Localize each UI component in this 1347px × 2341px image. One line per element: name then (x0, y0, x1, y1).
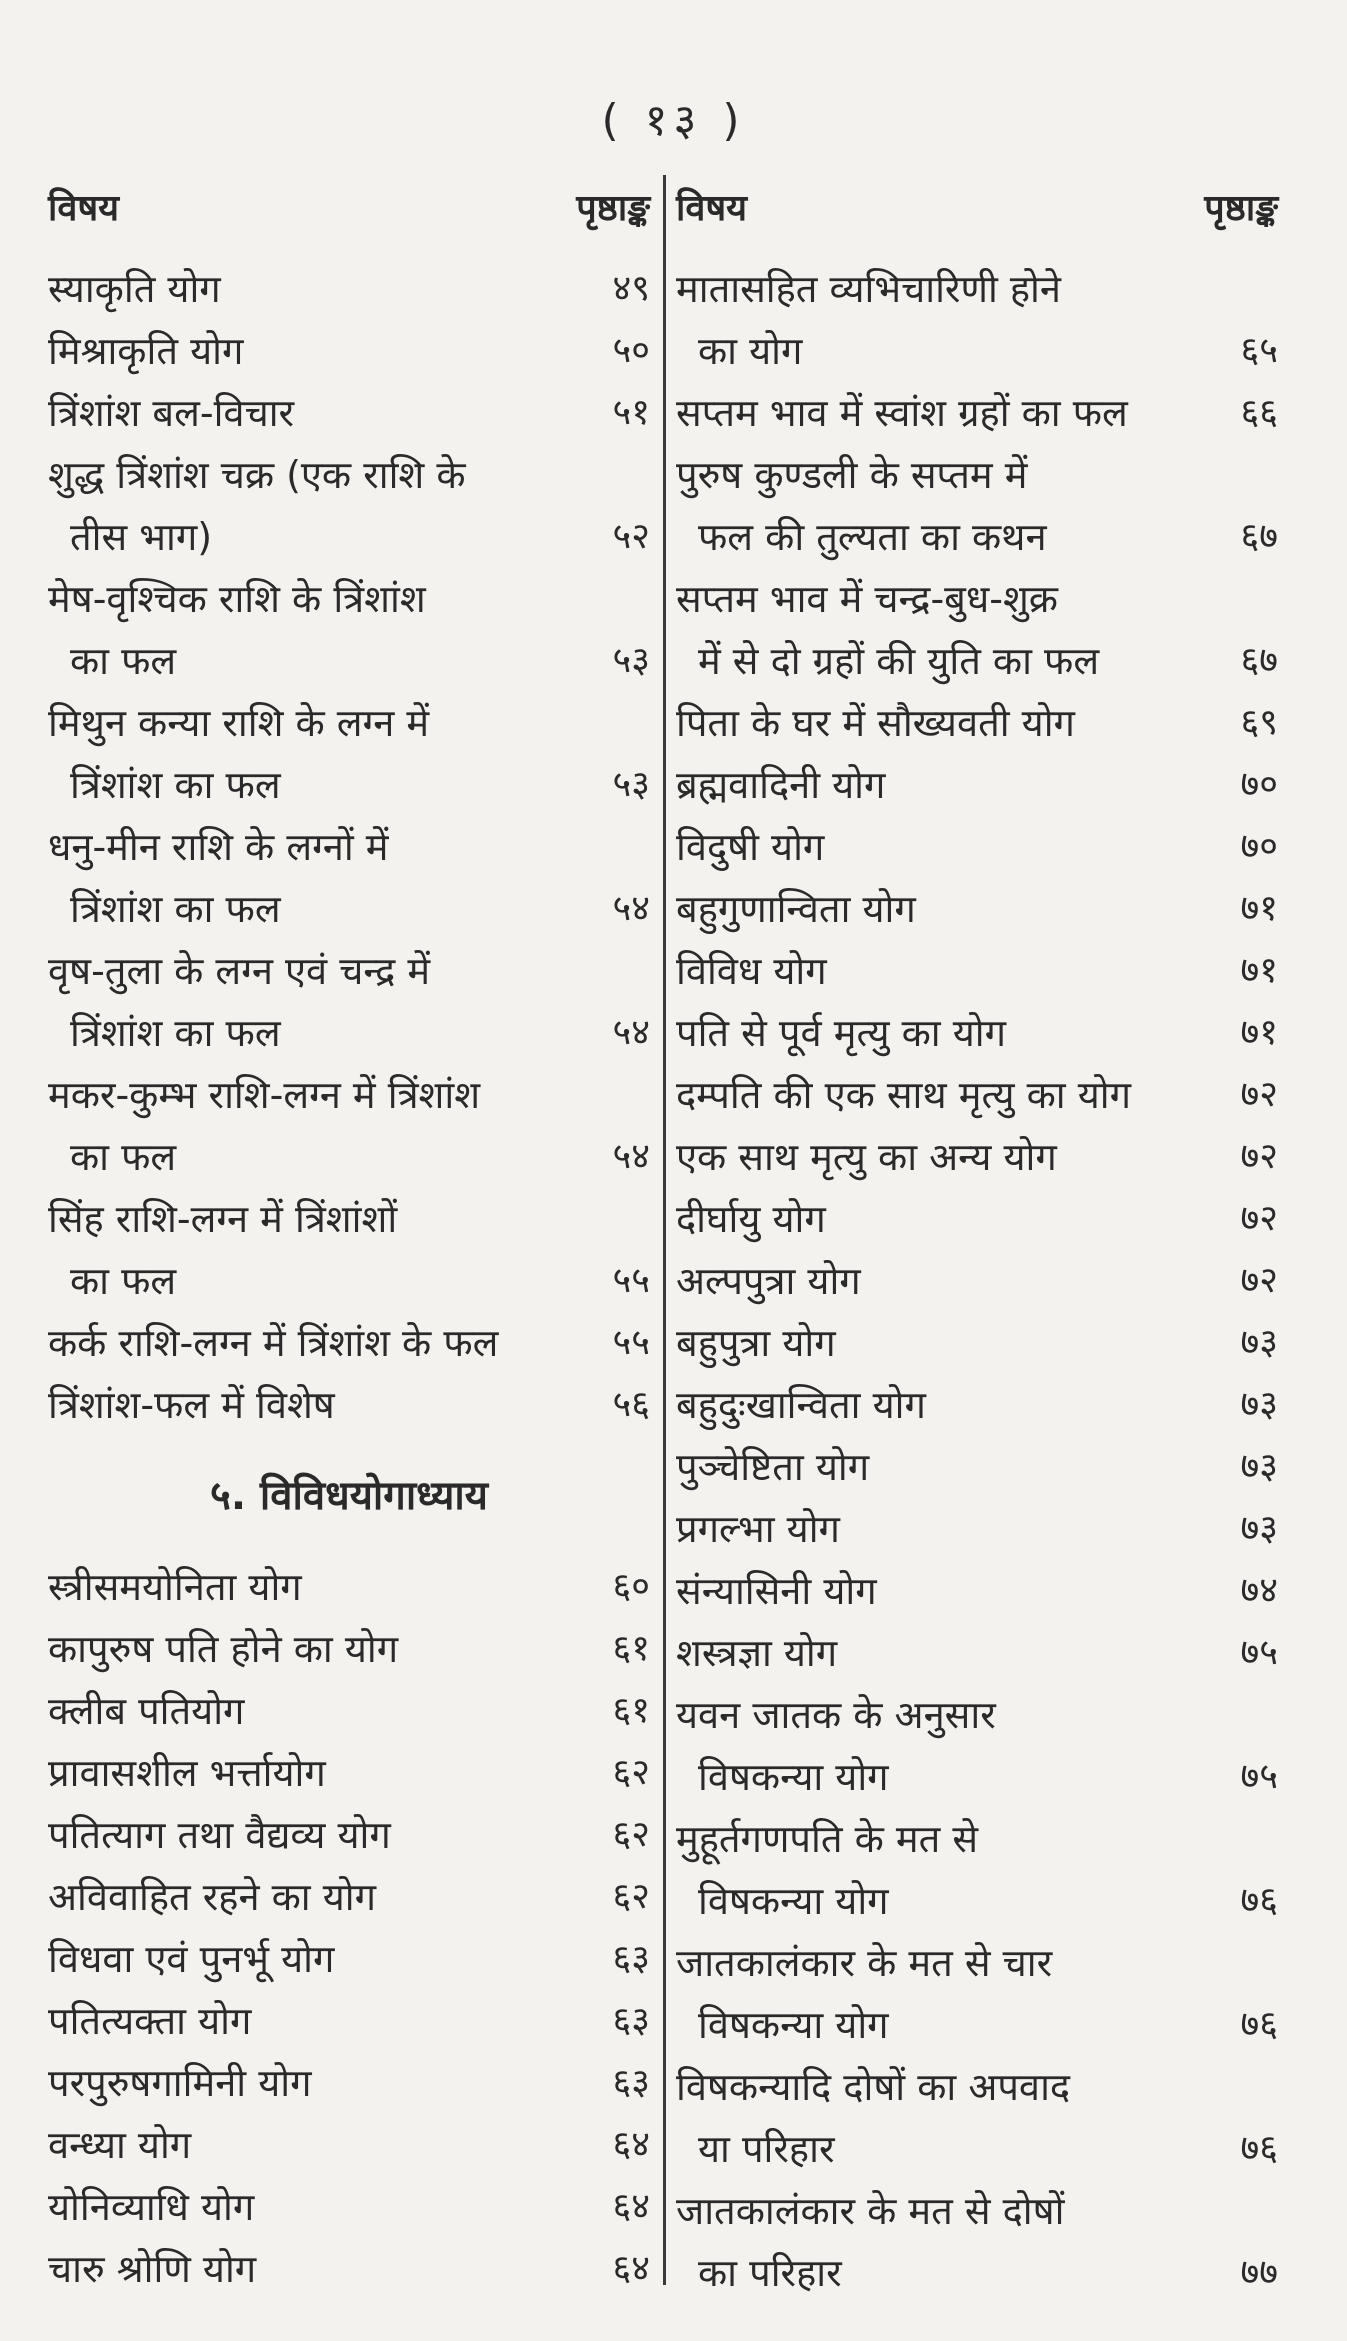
entry-title-line: का फल (70, 1259, 177, 1303)
toc-entry (676, 258, 1278, 382)
entry-page-number: ५० (612, 330, 650, 371)
toc-entry (676, 568, 1278, 692)
entry-title-line: मिश्राकृति योग (48, 329, 244, 373)
entry-page-number: ७० (1240, 764, 1278, 805)
entry-page-number: ५५ (612, 1322, 650, 1363)
entry-title-line: या परिहार (698, 2127, 835, 2171)
entry-page-number: ६२ (612, 1876, 650, 1917)
entry-title-line: यवन जातक के अनुसार (676, 1693, 996, 1737)
entry-title-line: तीस भाग) (70, 515, 213, 559)
entry-page-number: ७६ (1240, 1880, 1278, 1921)
entry-page-number: ६१ (612, 1690, 650, 1731)
entry-title-line: पिता के घर में सौख्यवती योग (676, 701, 1075, 745)
entry-title-line: त्रिंशांश का फल (70, 1011, 281, 1055)
entry-title-line: त्रिंशांश का फल (70, 763, 281, 807)
entry-title-line: विषकन्या योग (698, 1879, 889, 1923)
entry-page-number: ६४ (612, 2248, 650, 2289)
toc-entry (676, 816, 1278, 878)
entry-title-line: दीर्घायु योग (676, 1197, 826, 1241)
toc-entry (676, 1250, 1278, 1312)
entry-page-number: ७६ (1240, 2128, 1278, 2169)
toc-entry (676, 940, 1278, 1002)
column-divider (663, 175, 666, 2285)
toc-entry (48, 1312, 650, 1374)
toc-entry (48, 1866, 650, 1928)
entry-page-number: ५५ (612, 1260, 650, 1301)
toc-entry (48, 1804, 650, 1866)
entry-page-number: ७२ (1240, 1260, 1278, 1301)
entry-title-line: अल्पपुत्रा योग (676, 1259, 861, 1303)
entry-title-line: जातकालंकार के मत से चार (676, 1941, 1053, 1985)
entry-title-line: शस्त्रज्ञा योग (676, 1631, 838, 1675)
toc-entry (676, 1312, 1278, 1374)
toc-entry (48, 692, 650, 816)
entry-page-number: ६३ (612, 1938, 650, 1979)
entry-page-number: ७३ (1240, 1446, 1278, 1487)
toc-entry (48, 444, 650, 568)
entry-page-number: ६४ (612, 2186, 650, 2227)
entry-title-line: विषकन्या योग (698, 1755, 889, 1799)
right-entries (676, 258, 1278, 2304)
page-heading: पृष्ठाङ्क (1204, 188, 1278, 229)
entry-title-line: वृष-तुला के लग्न एवं चन्द्र में (48, 949, 431, 993)
entry-title-line: पति से पूर्व मृत्यु का योग (676, 1011, 1006, 1055)
entry-title-line: बहुगुणान्विता योग (676, 887, 916, 931)
entry-page-number: ५२ (612, 516, 650, 557)
entry-page-number: ६३ (612, 2000, 650, 2041)
entry-page-number: ५३ (612, 640, 650, 681)
toc-entry (48, 2238, 650, 2300)
page-heading: पृष्ठाङ्क (576, 188, 650, 229)
toc-entry (676, 1436, 1278, 1498)
toc-entry (676, 2180, 1278, 2304)
entry-page-number: ४९ (612, 268, 650, 309)
entry-page-number: ७१ (1240, 888, 1278, 929)
entry-title-line: क्लीब पतियोग (48, 1689, 245, 1733)
entry-page-number: ६७ (1240, 516, 1278, 557)
toc-entry (676, 1126, 1278, 1188)
toc-entry (676, 1188, 1278, 1250)
entry-title-line: सप्तम भाव में चन्द्र-बुध-शुक्र (676, 577, 1058, 621)
toc-entry (676, 1808, 1278, 1932)
entry-page-number: ७१ (1240, 950, 1278, 991)
entry-title-line: वन्ध्या योग (48, 2123, 192, 2167)
subject-heading: विषय (676, 188, 748, 229)
entry-page-number: ६४ (612, 2124, 650, 2165)
entry-page-number: ६१ (612, 1628, 650, 1669)
toc-entry (676, 1560, 1278, 1622)
subject-heading: विषय (48, 188, 120, 229)
entry-title-line: सिंह राशि-लग्न में त्रिंशांशों (48, 1197, 398, 1241)
toc-entry (48, 1742, 650, 1804)
toc-entry (676, 754, 1278, 816)
entry-page-number: ७१ (1240, 1012, 1278, 1053)
entry-page-number: ७० (1240, 826, 1278, 867)
toc-entry (48, 1188, 650, 1312)
entry-page-number: ७२ (1240, 1136, 1278, 1177)
toc-entry (676, 692, 1278, 754)
entry-title-line: अविवाहित रहने का योग (48, 1875, 377, 1919)
entry-title-line: विविध योग (676, 949, 827, 993)
toc-entry (48, 1374, 650, 1436)
entry-title-line: स्त्रीसमयोनिता योग (48, 1565, 302, 1609)
entry-page-number: ७७ (1240, 2252, 1278, 2293)
entry-title-line: एक साथ मृत्यु का अन्य योग (676, 1135, 1057, 1179)
toc-entry (48, 816, 650, 940)
entry-page-number: ७६ (1240, 2004, 1278, 2045)
entry-page-number: ६० (612, 1566, 650, 1607)
entry-title-line: परपुरुषगामिनी योग (48, 2061, 312, 2105)
entry-title-line: चारु श्रोणि योग (48, 2247, 257, 2291)
entry-page-number: ५१ (612, 392, 650, 433)
toc-entry (676, 1932, 1278, 2056)
entry-title-line: ब्रह्मवादिनी योग (676, 763, 886, 807)
entry-title-line: पतित्याग तथा वैद्यव्य योग (48, 1813, 391, 1857)
entry-title-line: में से दो ग्रहों की युति का फल (698, 639, 1100, 683)
entry-title-line: सप्तम भाव में स्वांश ग्रहों का फल (676, 391, 1128, 435)
entry-title-line: मेष-वृश्चिक राशि के त्रिंशांश (48, 577, 426, 621)
entry-title-line: मुहूर्तगणपति के मत से (676, 1817, 979, 1861)
entry-title-line: विदुषी योग (676, 825, 825, 869)
entry-page-number: ७४ (1240, 1570, 1278, 1611)
entry-page-number: ७३ (1240, 1508, 1278, 1549)
toc-entry (48, 1618, 650, 1680)
entry-title-line: जातकालंकार के मत से दोषों (676, 2189, 1065, 2233)
entry-page-number: ७५ (1240, 1632, 1278, 1673)
toc-entry (48, 2052, 650, 2114)
toc-entry (676, 1374, 1278, 1436)
entry-page-number: ६३ (612, 2062, 650, 2103)
entry-page-number: ५३ (612, 764, 650, 805)
entry-title-line: का परिहार (698, 2251, 842, 2295)
entry-title-line: स्याकृति योग (48, 267, 221, 311)
entry-title-line: प्रगल्भा योग (676, 1507, 840, 1551)
entry-title-line: शुद्ध त्रिंशांश चक्र (एक राशि के (48, 453, 466, 497)
toc-entry (676, 1064, 1278, 1126)
section-heading: ५. विविधयोगाध्याय (210, 1473, 488, 1519)
page-number: ( १३ ) (601, 95, 746, 146)
toc-entry (48, 2176, 650, 2238)
entry-title-line: दम्पति की एक साथ मृत्यु का योग (676, 1073, 1131, 1117)
entry-title-line: बहुपुत्रा योग (676, 1321, 836, 1365)
entry-title-line: पुञ्चेष्टिता योग (676, 1445, 870, 1489)
entry-page-number: ६५ (1240, 330, 1278, 371)
toc-entry (48, 2114, 650, 2176)
left-column (48, 178, 650, 2300)
entry-page-number: ५४ (612, 1136, 650, 1177)
entry-title-line: त्रिंशांश-फल में विशेष (48, 1383, 335, 1427)
entry-page-number: ७३ (1240, 1384, 1278, 1425)
entry-page-number: ६९ (1240, 702, 1278, 743)
toc-entry (48, 258, 650, 320)
toc-entry (676, 1002, 1278, 1064)
entry-page-number: ६६ (1240, 392, 1278, 433)
entry-title-line: का फल (70, 1135, 177, 1179)
toc-entry (48, 382, 650, 444)
toc-entry (48, 320, 650, 382)
toc-entry (48, 940, 650, 1064)
entry-title-line: मिथुन कन्या राशि के लग्न में (48, 701, 430, 745)
entry-page-number: ६२ (612, 1814, 650, 1855)
entry-title-line: विषकन्या योग (698, 2003, 889, 2047)
entry-page-number: ५४ (612, 1012, 650, 1053)
entry-title-line: संन्यासिनी योग (676, 1569, 877, 1613)
entry-title-line: का फल (70, 639, 177, 683)
entry-title-line: का योग (698, 329, 803, 373)
entry-page-number: ६२ (612, 1752, 650, 1793)
entry-title-line: बहुदुःखान्विता योग (676, 1383, 926, 1427)
entry-title-line: धनु-मीन राशि के लग्नों में (48, 825, 389, 869)
toc-entry (48, 1064, 650, 1188)
entry-title-line: फल की तुल्यता का कथन (698, 515, 1047, 559)
entry-title-line: मातासहित व्यभिचारिणी होने (676, 267, 1061, 311)
left-entries (48, 258, 650, 2300)
toc-entry (676, 878, 1278, 940)
entry-title-line: कर्क राशि-लग्न में त्रिंशांश के फल (48, 1321, 499, 1365)
entry-page-number: ६७ (1240, 640, 1278, 681)
toc-entry (676, 444, 1278, 568)
toc-entry (48, 1990, 650, 2052)
toc-entry (676, 1684, 1278, 1808)
entry-page-number: ७५ (1240, 1756, 1278, 1797)
entry-page-number: ७२ (1240, 1074, 1278, 1115)
entry-title-line: मकर-कुम्भ राशि-लग्न में त्रिंशांश (48, 1073, 481, 1117)
entry-title-line: विधवा एवं पुनर्भू योग (48, 1937, 335, 1981)
entry-title-line: त्रिंशांश बल-विचार (48, 391, 295, 435)
entry-title-line: पतित्यक्ता योग (48, 1999, 252, 2043)
entry-page-number: ५४ (612, 888, 650, 929)
toc-entry (48, 1680, 650, 1742)
left-column-header (48, 178, 650, 240)
toc-entry (48, 1928, 650, 1990)
entry-title-line: पुरुष कुण्डली के सप्तम में (676, 453, 1028, 497)
toc-entry (48, 1556, 650, 1618)
toc-entry (676, 1498, 1278, 1560)
entry-title-line: विषकन्यादि दोषों का अपवाद (676, 2065, 1071, 2109)
entry-page-number: ७२ (1240, 1198, 1278, 1239)
toc-entry (676, 1622, 1278, 1684)
toc-entry (676, 2056, 1278, 2180)
toc-entry (676, 382, 1278, 444)
entry-title-line: प्रावासशील भर्त्तायोग (48, 1751, 326, 1795)
right-column (676, 178, 1278, 2304)
toc-entry (48, 568, 650, 692)
entry-page-number: ७३ (1240, 1322, 1278, 1363)
entry-title-line: योनिव्याधि योग (48, 2185, 255, 2229)
entry-page-number: ५६ (612, 1384, 650, 1425)
entry-title-line: कापुरुष पति होने का योग (48, 1627, 399, 1671)
entry-title-line: त्रिंशांश का फल (70, 887, 281, 931)
right-column-header (676, 178, 1278, 240)
